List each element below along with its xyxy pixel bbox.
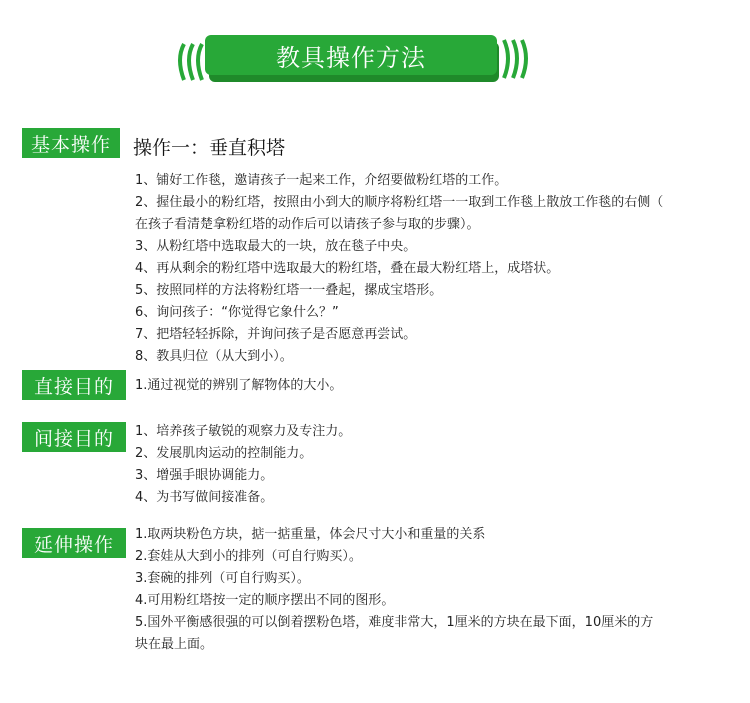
list-item: 4、再从剩余的粉红塔中选取最大的粉红塔，叠在最大粉红塔上，成塔状。	[135, 261, 560, 276]
direct-purpose-list	[135, 375, 342, 397]
right-brackets-decoration	[494, 32, 534, 86]
indirect-purpose-list	[135, 421, 351, 509]
section-label-extend: 延伸操作	[22, 528, 126, 558]
list-item: 3、从粉红塔中选取最大的一块，放在毯子中央。	[135, 239, 417, 254]
list-item: 1.通过视觉的辨别了解物体的大小。	[135, 378, 343, 393]
list-item: 4、为书写做间接准备。	[135, 490, 274, 505]
list-item: 3、增强手眼协调能力。	[135, 468, 274, 483]
section-label-indirect: 间接目的	[22, 422, 126, 452]
section-label-direct: 直接目的	[22, 370, 126, 400]
list-item: 5、按照同样的方法将粉红塔一一叠起，摞成宝塔形。	[135, 283, 443, 298]
list-item: 7、把塔轻轻拆除，并询问孩子是否愿意再尝试。	[135, 327, 417, 342]
section-label-basic: 基本操作	[22, 128, 120, 158]
list-item: 2、握住最小的粉红塔，按照由小到大的顺序将粉红塔一一取到工作毯上散放工作毯的右侧（	[135, 195, 664, 210]
title-banner	[172, 32, 534, 86]
list-item: 在孩子看清楚拿粉红塔的动作后可以请孩子参与取的步骤）。	[135, 217, 480, 232]
page-title: 教具操作方法	[205, 35, 497, 75]
basic-steps-list	[135, 170, 663, 368]
list-item: 1、培养孩子敏锐的观察力及专注力。	[135, 424, 352, 439]
list-item: 4.可用粉红塔按一定的顺序摆出不同的图形。	[135, 593, 395, 608]
list-item: 2、发展肌肉运动的控制能力。	[135, 446, 313, 461]
list-item: 1.取两块粉色方块，掂一掂重量，体会尺寸大小和重量的关系	[135, 527, 486, 542]
list-item: 5.国外平衡感很强的可以倒着摆粉色塔，难度非常大，1厘米的方块在最下面，10厘米的方	[135, 615, 654, 630]
list-item: 块在最上面。	[135, 637, 214, 652]
list-item: 3.套碗的排列（可自行购买）。	[135, 571, 310, 586]
list-item: 6、询问孩子：“你觉得它象什么？”	[135, 305, 339, 320]
operation-title: 操作一：垂直积塔	[133, 137, 286, 159]
extend-operation-list	[135, 524, 653, 656]
list-item: 1、铺好工作毯，邀请孩子一起来工作，介绍要做粉红塔的工作。	[135, 173, 508, 188]
list-item: 8、教具归位（从大到小）。	[135, 349, 293, 364]
list-item: 2.套娃从大到小的排列（可自行购买）。	[135, 549, 362, 564]
